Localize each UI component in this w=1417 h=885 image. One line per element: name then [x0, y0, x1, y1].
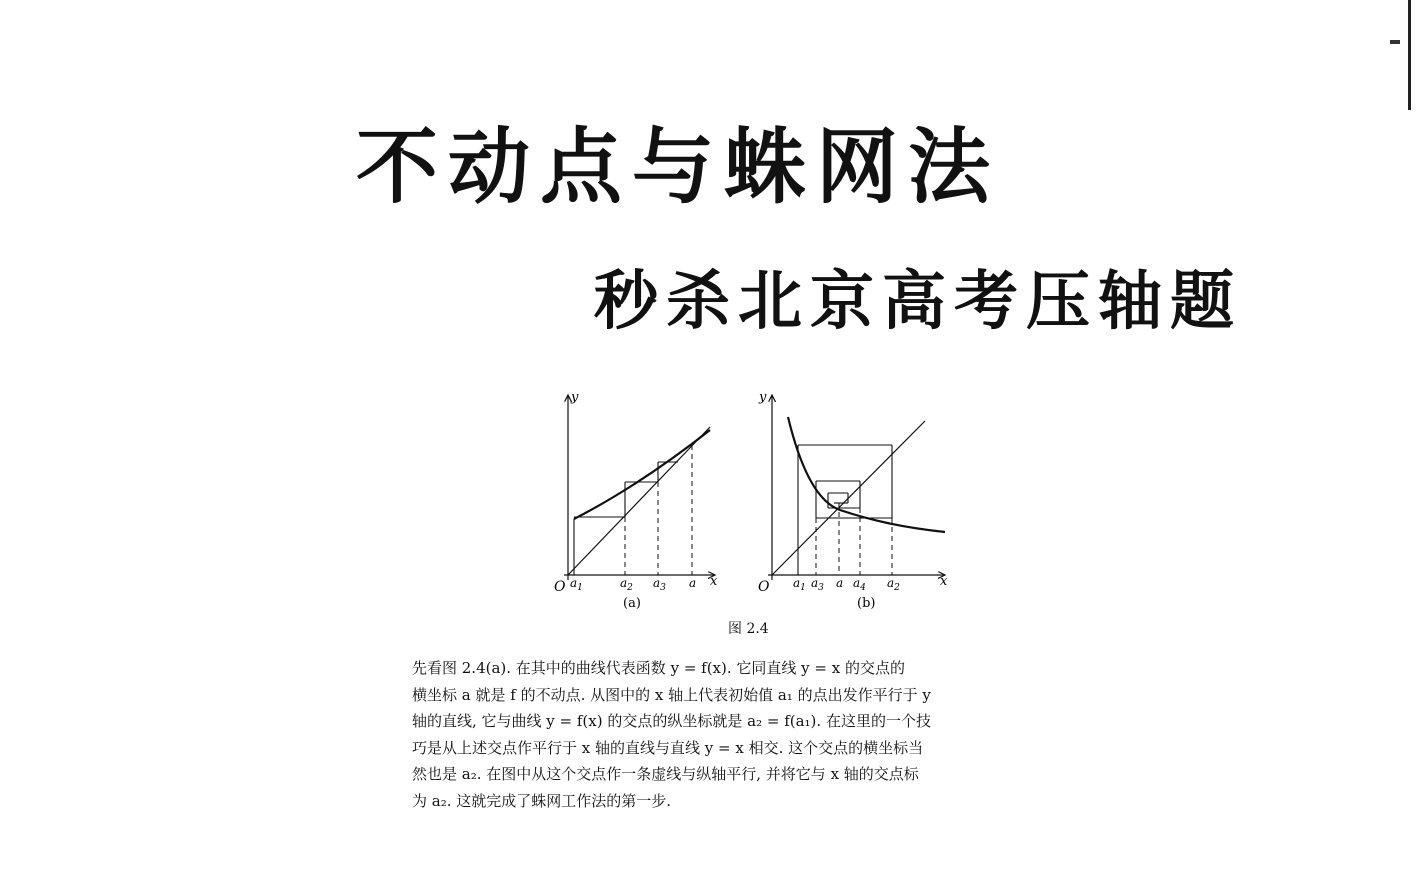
panel-b-cobweb-steps: [798, 445, 892, 575]
panel-a-x-label: x: [710, 574, 718, 589]
page-title: 不动点与蛛网法: [356, 119, 1001, 215]
panel-b-tick: $a_3$: [811, 576, 824, 593]
paragraph-line: 先看图 2.4(a). 在其中的曲线代表函数 y = f(x). 它同直线 y = x 的交点的: [412, 659, 905, 677]
panel-a-cobweb-steps: [574, 462, 678, 575]
paragraph-line: 巧是从上述交点作平行于 x 轴的直线与直线 y = x 相交. 这个交点的横坐标当: [412, 738, 924, 757]
panel-a-ticks: [570, 576, 696, 593]
panel-b-x-label: x: [940, 574, 948, 589]
panel-a-origin: O: [554, 579, 566, 595]
panel-a-y-label: y: [571, 390, 579, 405]
panel-a-tick: $a_3$: [653, 576, 666, 593]
panel-b-origin: O: [758, 579, 770, 595]
panel-b-diagram: [768, 395, 945, 580]
panel-a-tick: a: [689, 576, 697, 590]
panel-a-identity-line: [568, 427, 710, 575]
panel-b-tick: $a_4$: [853, 576, 866, 593]
panel-b-tick: a: [836, 576, 844, 590]
panel-b-tick: $a_2$: [887, 576, 900, 593]
panel-b-tick: $a_1$: [793, 576, 806, 593]
panel-a-label: (a): [623, 596, 641, 611]
paragraph-line: 然也是 a₂. 在图中从这个交点作一条虚线与纵轴平行, 并将它与 x 轴的交点标: [412, 765, 919, 783]
right-edge-bar: [1408, 0, 1411, 110]
panel-a-curve: [574, 430, 710, 519]
paragraph-line: 轴的直线, 它与曲线 y = f(x) 的交点的纵坐标就是 a₂ = f(a₁). 在这里的一个技: [412, 712, 931, 730]
paragraph-line: 为 a₂. 这就完成了蛛网工作法的第一步.: [412, 791, 672, 810]
panel-a-diagram: [564, 395, 715, 580]
paragraph-line: 横坐标 a 就是 f 的不动点. 从图中的 x 轴上代表初始值 a₁ 的点出发作平行于 y: [412, 685, 931, 704]
figure-caption: 图 2.4: [728, 621, 769, 637]
panel-a-tick: $a_1$: [570, 576, 583, 593]
panel-b-y-label: y: [759, 390, 767, 405]
page-subtitle: 秒杀北京高考压轴题: [594, 264, 1242, 339]
panel-a-tick: $a_2$: [620, 576, 633, 593]
panel-b-ticks: [793, 576, 900, 593]
corner-mark: [1390, 40, 1400, 44]
panel-b-curve: [788, 417, 945, 532]
panel-b-label: (b): [857, 596, 876, 611]
cobweb-figure: [540, 385, 960, 645]
explanation-paragraph: [412, 655, 1052, 814]
